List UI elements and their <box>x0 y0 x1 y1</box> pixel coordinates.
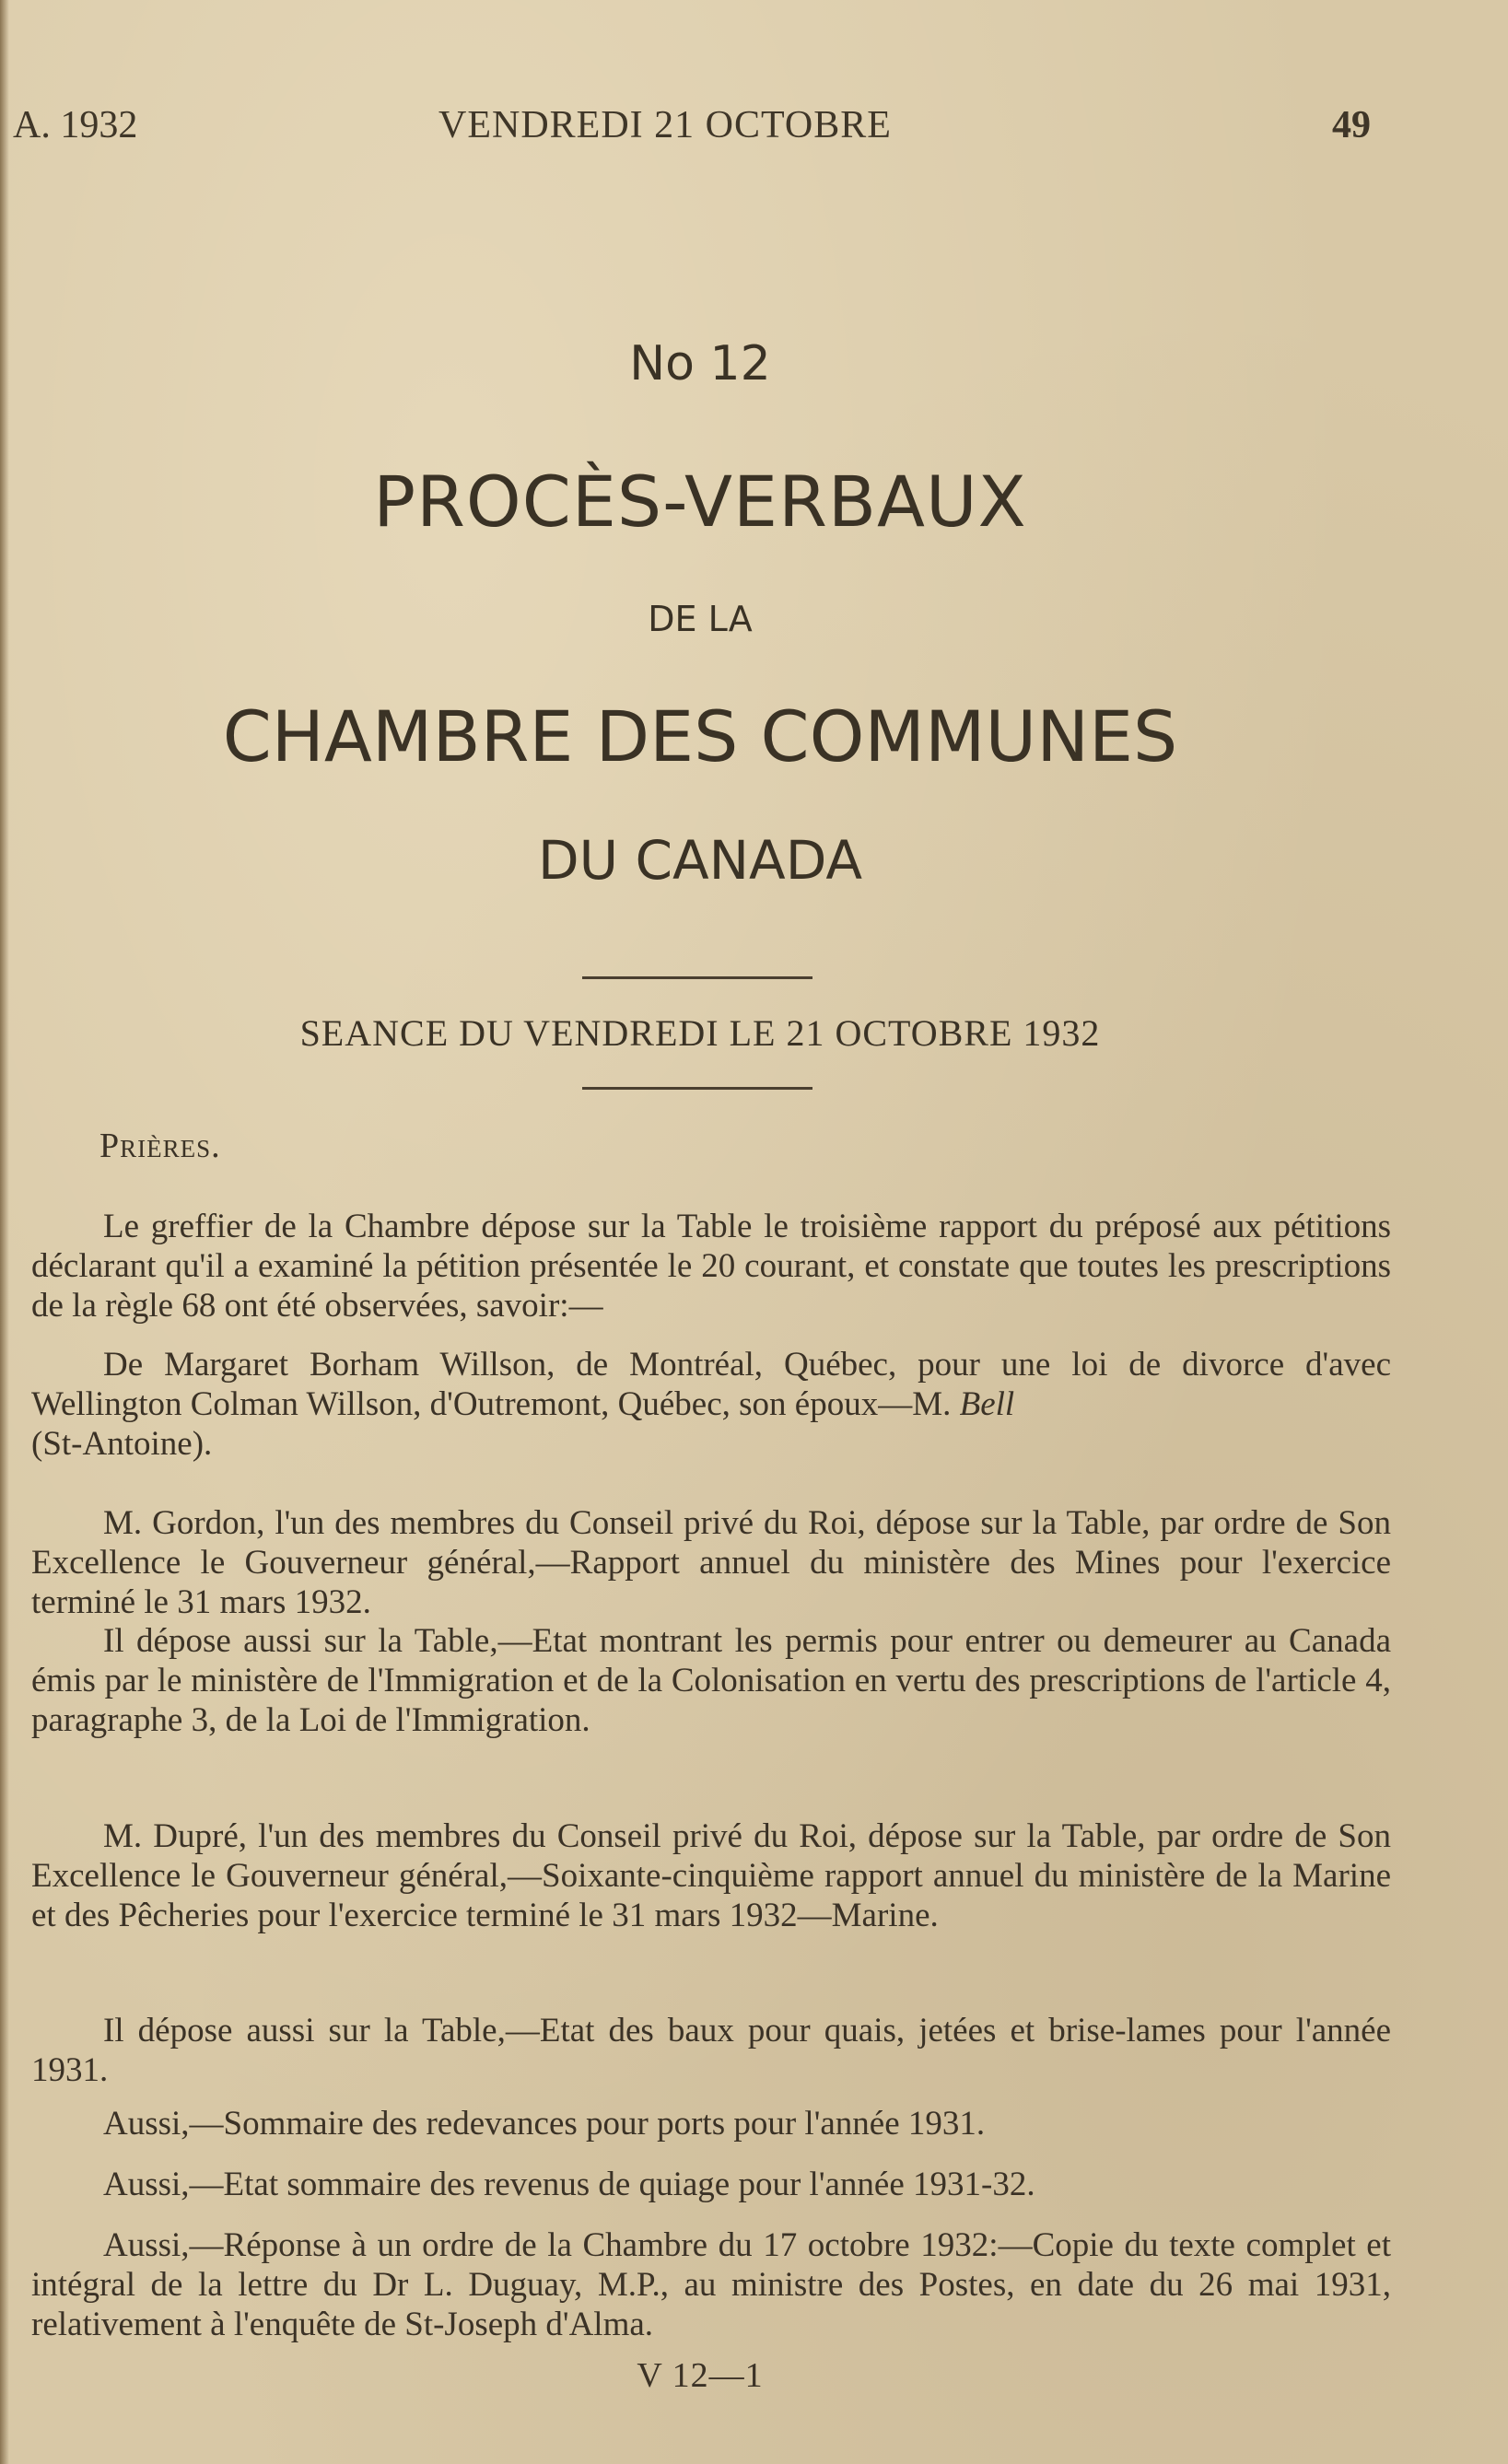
title-chambre-des-communes: CHAMBRE DES COMMUNES <box>222 695 1178 777</box>
paragraph-harbour-dues: Aussi,—Sommaire des redevances pour ports pour l'année 1931. <box>103 2105 986 2143</box>
title-de-la: DE LA <box>648 599 753 639</box>
paragraph-marine-report: M. Dupré, l'un des membres du Conseil privé du Roi, dépose sur la Table, par ordre de Son Excellence le Gouverneur général,—Soixante-cinquième rapport annuel du ministère de la Marine et des Pêcheries pour l'exercice terminé le 31 mars 1932—Marine. <box>31 1817 1391 1934</box>
paragraph-duguay-letter: Aussi,—Réponse à un ordre de la Chambre du 17 octobre 1932:—Copie du texte complet et intégral de la lettre du Dr L. Duguay, M.P., au ministre des Postes, en date du 26 mai 1931, relativement à l'enquête de St-Joseph d'Alma. <box>31 2226 1391 2343</box>
paragraph-mines-report: M. Gordon, l'un des membres du Conseil privé du Roi, dépose sur la Table, par ordre de Son Excellence le Gouverneur général,—Rapport annuel du ministère des Mines pour l'exercice terminé le 31 mars 1932. <box>31 1504 1391 1621</box>
paragraph-petition-report: Le greffier de la Chambre dépose sur la Table le troisième rapport du préposé aux pétitions déclarant qu'il a examiné la pétition présentée le 20 courant, et constate que toutes les prescriptions de la règle 68 ont été observées, savoir:— <box>31 1208 1391 1325</box>
paragraph-divorce-petition <box>31 1345 1391 1464</box>
running-header <box>13 103 1376 155</box>
divider-top <box>582 976 812 979</box>
member-name: Bell <box>959 1385 1015 1423</box>
title-proces-verbaux: PROCÈS-VERBAUX <box>373 461 1027 543</box>
paragraph-leases: Il dépose aussi sur la Table,—Etat des baux pour quais, jetées et brise-lames pour l'année 1931. <box>31 2012 1391 2089</box>
session-heading: SEANCE DU VENDREDI LE 21 OCTOBRE 1932 <box>299 1012 1101 1054</box>
paragraph-immigration-permits: Il dépose aussi sur la Table,—Etat montrant les permis pour entrer ou demeurer au Canada émis par le ministère de l'Immigration et de la Colonisation en vertu des prescriptions de l'article 4, paragraphe 3, de la Loi de l'Immigration. <box>31 1622 1391 1739</box>
riding-name: (St-Antoine). <box>31 1425 213 1463</box>
header-date: VENDREDI 21 OCTOBRE <box>438 104 892 146</box>
title-du-canada: DU CANADA <box>537 829 863 892</box>
paragraph-wharfage-revenue: Aussi,—Etat sommaire des revenus de quiage pour l'année 1931-32. <box>103 2166 1035 2203</box>
divider-bottom <box>582 1087 812 1090</box>
header-year: A. 1932 <box>13 104 138 146</box>
prayers-label: Prières. <box>99 1127 221 1165</box>
issue-number: No 12 <box>629 336 771 391</box>
page-number: 49 <box>1332 104 1371 146</box>
divorce-petition-text: De Margaret Borham Willson, de Montréal, Québec, pour une loi de divorce d'avec Wellington Colman Willson, d'Outremont, Québec, son époux—M. <box>31 1346 1391 1423</box>
signature-mark: V 12—1 <box>637 2356 764 2395</box>
